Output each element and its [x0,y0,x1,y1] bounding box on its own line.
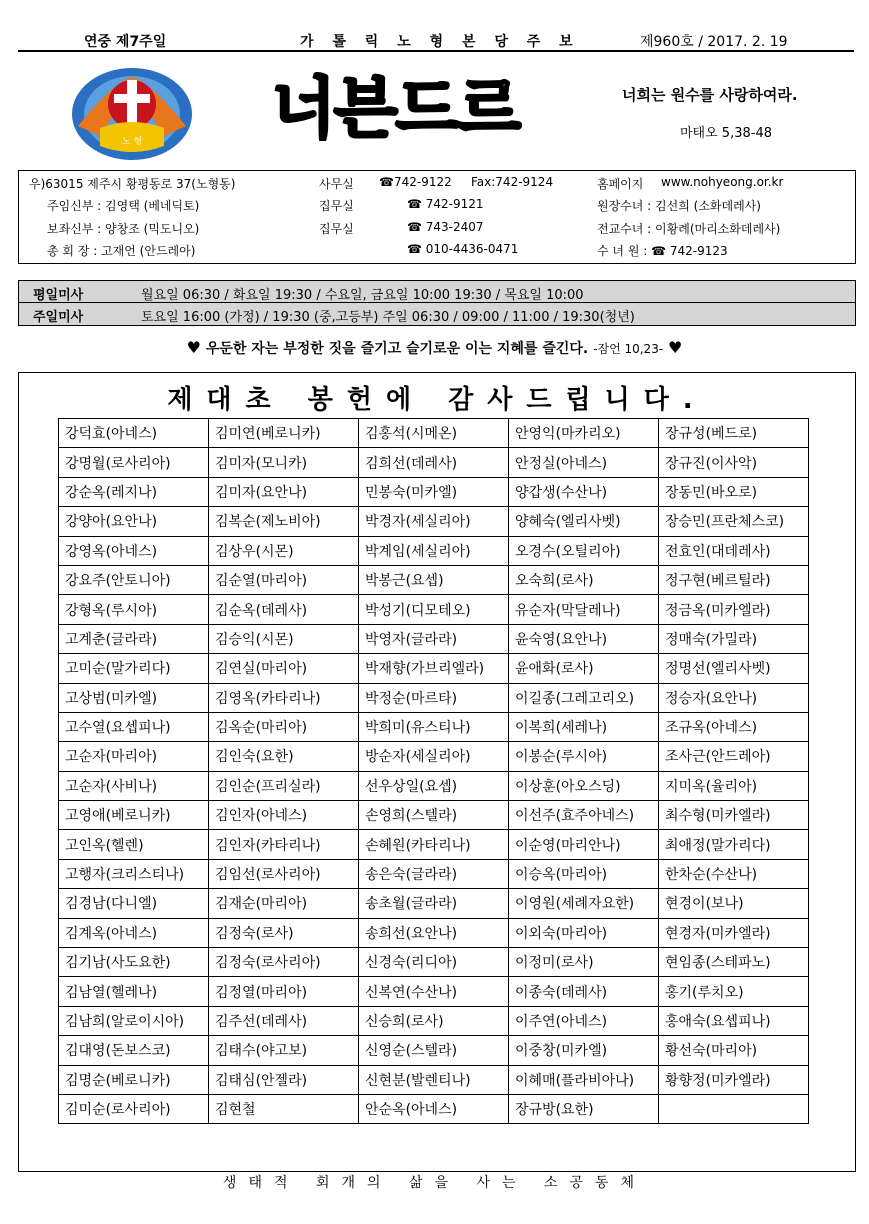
donor-name-cell: 김미자(요안나) [209,477,359,506]
donor-name-cell: 신복연(수산나) [359,977,509,1006]
table-row [59,536,809,565]
donor-name-cell: 정승자(요안나) [659,683,809,712]
bulletin-title: 가 톨 릭 노 형 본 당 주 보 [300,34,580,50]
council-tel: ☎ 010-4436-0471 [407,242,519,256]
donor-name-cell: 박경자(세실리아) [359,507,509,536]
donor-name-cell: 이혜매(플라비아나) [509,1065,659,1094]
table-row [59,830,809,859]
motto: 너희는 원수를 사랑하여라. [622,86,798,104]
donor-name-cell: 윤애화(로사) [509,654,659,683]
table-row [59,918,809,947]
donor-name-cell: 이종숙(데레사) [509,977,659,1006]
donor-name-cell: 고인옥(헬렌) [59,830,209,859]
donor-name-cell: 홍애숙(요셉피나) [659,1006,809,1035]
donor-name-cell: 김미연(베로니카) [209,419,359,448]
donor-name-cell: 민봉숙(미카엘) [359,477,509,506]
table-row [59,595,809,624]
donor-name-cell: 강명월(로사리아) [59,448,209,477]
donor-name-cell: 신현분(발렌티나) [359,1065,509,1094]
table-row [59,507,809,536]
weekday-mass-row [19,281,855,303]
donor-name-cell: 고순자(마리아) [59,742,209,771]
donor-name-cell: 김재순(마리아) [209,889,359,918]
sunday-mass-row [19,303,855,324]
donor-name-cell: 송은숙(글라라) [359,859,509,888]
donor-name-cell: 김인순(프리실라) [209,771,359,800]
donor-name-cell: 장규방(요한) [509,1094,659,1123]
donor-name-cell: 고순자(사비나) [59,771,209,800]
donor-name-cell: 황선숙(마리아) [659,1036,809,1065]
donor-name-cell: 현임종(스테파노) [659,948,809,977]
donor-name-cell: 강덕효(아네스) [59,419,209,448]
table-row [59,565,809,594]
assistant-office-label: 집무실 [319,222,354,236]
donor-name-cell: 이주연(아네스) [509,1006,659,1035]
pastor-office-label: 집무실 [319,199,354,213]
donor-name-cell: 이봉순(루시아) [509,742,659,771]
donor-name-cell: 김정숙(로사) [209,918,359,947]
weekday-mass-times: 월요일 06:30 / 화요일 19:30 / 수요일, 금요일 10:00 19:30 / 목요일 10:00 [141,288,584,303]
donation-section [18,372,856,1172]
footer-slogan: 생태적 회개의 삶을 사는 소공동체 [222,1175,647,1191]
verse-reference: -잠언 10,23- [593,342,664,356]
donor-name-cell: 안순옥(아네스) [359,1094,509,1123]
donor-name-cell: 신승희(로사) [359,1006,509,1035]
donor-name-cell: 이영원(세례자요한) [509,889,659,918]
donor-name-cell: 고행자(크리스티나) [59,859,209,888]
table-row [59,1094,809,1123]
donor-name-cell: 오숙희(로사) [509,565,659,594]
donor-name-cell: 김상우(시몬) [209,536,359,565]
donor-name-cell: 방순자(세실리아) [359,742,509,771]
parish-info [18,170,856,264]
donor-name-cell: 박영자(글라라) [359,624,509,653]
donor-name-cell: 양갑생(수산나) [509,477,659,506]
donor-name-cell: 고계춘(글라라) [59,624,209,653]
assistant-priest: 보좌신부 : 양창조 (믹도니오) [47,222,200,236]
donor-name-cell: 고미순(말가리다) [59,654,209,683]
donor-name-cell: 최수형(미카엘라) [659,801,809,830]
donor-name-cell: 박희미(유스티나) [359,712,509,741]
table-row [59,771,809,800]
table-row [59,419,809,448]
donor-name-cell: 김순열(마리아) [209,565,359,594]
donor-name-cell: 장규성(베드로) [659,419,809,448]
donor-name-cell: 고영애(베로니카) [59,801,209,830]
donor-name-cell: 김태심(안젤라) [209,1065,359,1094]
donor-name-cell: 박재향(가브리엘라) [359,654,509,683]
donor-name-cell: 선우상일(요셉) [359,771,509,800]
mass-schedule [18,280,856,326]
donor-name-cell: 이중창(미카엘) [509,1036,659,1065]
donor-name-cell: 지미옥(율리아) [659,771,809,800]
donor-name-cell: 안영익(마카리오) [509,419,659,448]
donor-name-cell: 이승옥(마리아) [509,859,659,888]
weekday-mass-label: 평일미사 [33,288,84,303]
fax: Fax:742-9124 [471,175,554,189]
donor-name-cell: 현경자(미카엘라) [659,918,809,947]
donor-name-cell: 윤숙영(요안나) [509,624,659,653]
donor-name-cell: 고수열(요셉피나) [59,712,209,741]
table-row [59,712,809,741]
donor-name-cell: 송초월(글라라) [359,889,509,918]
donor-name-cell: 김인자(카타리나) [209,830,359,859]
donor-name-cell: 정매숙(가밀라) [659,624,809,653]
table-row [59,624,809,653]
donor-name-cell: 김정숙(로사리아) [209,948,359,977]
office-label: 사무실 [319,177,354,191]
donor-name-cell: 안정실(아네스) [509,448,659,477]
donor-name-cell: 정구현(베르틸라) [659,565,809,594]
donor-name-cell: 김경남(다니엘) [59,889,209,918]
donor-name-cell: 김임선(로사리아) [209,859,359,888]
donor-name-cell: 이길종(그레고리오) [509,683,659,712]
donor-name-cell: 이선주(효주아네스) [509,801,659,830]
donor-name-cell: 장동민(바오로) [659,477,809,506]
donor-name-cell: 손혜원(카타리나) [359,830,509,859]
office-tel: ☎742-9122 [379,175,452,189]
donor-name-cell: 강요주(안토니아) [59,565,209,594]
bible-verse [0,338,869,358]
donor-name-cell: 신영순(스텔라) [359,1036,509,1065]
donation-title: 제대초 봉헌에 감사드립니다. [167,385,707,415]
pastor: 주임신부 : 김영택 (베네딕토) [47,199,200,213]
council-president: 총 회 장 : 고재언 (안드레아) [47,244,196,258]
donor-name-cell: 황향정(미카엘라) [659,1065,809,1094]
convent-tel: 수 녀 원 : ☎ 742-9123 [597,244,728,258]
donor-name-cell: 강형옥(루시아) [59,595,209,624]
donor-name-cell: 김영옥(카타리나) [209,683,359,712]
donor-name-cell: 이순영(마리안나) [509,830,659,859]
donor-name-cell: 김옥순(마리아) [209,712,359,741]
table-row [59,1065,809,1094]
table-row [59,654,809,683]
donor-name-cell: 김주선(데레사) [209,1006,359,1035]
donor-name-cell: 김태수(야고보) [209,1036,359,1065]
donor-name-cell: 양혜숙(엘리사벳) [509,507,659,536]
donor-name-cell: 김대영(돈보스코) [59,1036,209,1065]
table-row [59,1006,809,1035]
donor-name-cell: 김정열(마리아) [209,977,359,1006]
donor-name-cell: 한차순(수산나) [659,859,809,888]
donor-name-cell: 고상범(미카엘) [59,683,209,712]
donor-name-cell: 장승민(프란체스코) [659,507,809,536]
sunday-mass-times: 토요일 16:00 (가정) / 19:30 (중,고등부) 주일 06:30 / 09:00 / 11:00 / 19:30(청년) [141,310,635,325]
heart-icon: ♥ [668,338,683,357]
donor-name-cell: 이정미(로사) [509,948,659,977]
donor-name-cell: 강순옥(레지나) [59,477,209,506]
donor-name-cell: 유순자(막달레나) [509,595,659,624]
donor-name-cell: 박정순(마르타) [359,683,509,712]
table-row [59,1036,809,1065]
heart-icon: ♥ [186,338,201,357]
donor-name-cell: 김승익(시몬) [209,624,359,653]
donor-name-cell: 김미순(로사리아) [59,1094,209,1123]
donor-name-cell: 김미자(모니카) [209,448,359,477]
donor-name-cell: 박봉근(요셉) [359,565,509,594]
mission-sister: 전교수녀 : 이황례(마리소화데레사) [597,222,781,236]
donor-name-cell: 박계임(세실리아) [359,536,509,565]
donor-name-cell: 김현철 [209,1094,359,1123]
donor-name-cell: 이외숙(마리아) [509,918,659,947]
donor-name-cell: 김기남(사도요한) [59,948,209,977]
motto-reference: 마태오 5,38-48 [680,126,772,141]
pastor-tel: ☎ 742-9121 [407,197,484,211]
table-row [59,889,809,918]
donor-name-cell: 김명순(베로니카) [59,1065,209,1094]
masthead-title: 너븐드르 [272,70,520,147]
table-row [59,977,809,1006]
donor-name-cell: 조규옥(아네스) [659,712,809,741]
donor-name-cell: 조사근(안드레아) [659,742,809,771]
donor-table [58,418,809,1124]
donor-name-cell: 김연실(마리아) [209,654,359,683]
donor-name-cell: 강영옥(아네스) [59,536,209,565]
donor-name-cell: 김인자(아네스) [209,801,359,830]
donor-name-cell: 김복순(제노비아) [209,507,359,536]
donor-name-cell: 장규진(이사악) [659,448,809,477]
assistant-tel: ☎ 743-2407 [407,220,484,234]
homepage-label: 홈페이지 [597,177,644,191]
header-bar [18,28,854,52]
donor-name-cell [659,1094,809,1123]
donor-name-cell: 손영희(스텔라) [359,801,509,830]
table-row [59,448,809,477]
homepage-link[interactable]: www.nohyeong.or.kr [661,175,784,189]
donor-name-cell: 오경수(오틸리아) [509,536,659,565]
donor-name-cell: 신경숙(리디아) [359,948,509,977]
donor-name-cell: 정금옥(미카엘라) [659,595,809,624]
liturgical-week: 연중 제7주일 [84,34,167,50]
issue-number: 제960호 / 2017. 2. 19 [640,34,788,50]
donor-name-cell: 김희선(데레사) [359,448,509,477]
principal-sister: 원장수녀 : 김선희 (소화데레사) [597,199,761,213]
donor-name-cell: 김계옥(아네스) [59,918,209,947]
donor-name-cell: 김순옥(데레사) [209,595,359,624]
logo-text: 노 형 [121,137,143,147]
table-row [59,801,809,830]
sunday-mass-label: 주일미사 [33,310,84,325]
donor-name-cell: 정명선(엘리사벳) [659,654,809,683]
donor-name-cell: 김남열(헬레나) [59,977,209,1006]
table-row [59,742,809,771]
donor-name-cell: 최애정(말가리다) [659,830,809,859]
donor-name-cell: 송희선(요안나) [359,918,509,947]
donor-name-cell: 박성기(디모테오) [359,595,509,624]
table-row [59,948,809,977]
table-row [59,859,809,888]
donor-name-cell: 전효인(대데레사) [659,536,809,565]
donor-name-cell: 이복희(세레나) [509,712,659,741]
donor-name-cell: 김인숙(요한) [209,742,359,771]
donor-name-cell: 홍기(루치오) [659,977,809,1006]
table-row [59,477,809,506]
donor-name-cell: 이상훈(아오스딩) [509,771,659,800]
verse-text: 우둔한 자는 부정한 짓을 즐기고 슬기로운 이는 지혜를 즐긴다. [205,341,589,357]
parish-logo [70,66,194,162]
donor-name-cell: 현경이(보나) [659,889,809,918]
address: 우)63015 제주시 황평동로 37(노형동) [29,177,236,191]
donor-name-cell: 강양아(요안나) [59,507,209,536]
donor-name-cell: 김홍석(시메온) [359,419,509,448]
table-row [59,683,809,712]
donor-name-cell: 김남희(알로이시아) [59,1006,209,1035]
